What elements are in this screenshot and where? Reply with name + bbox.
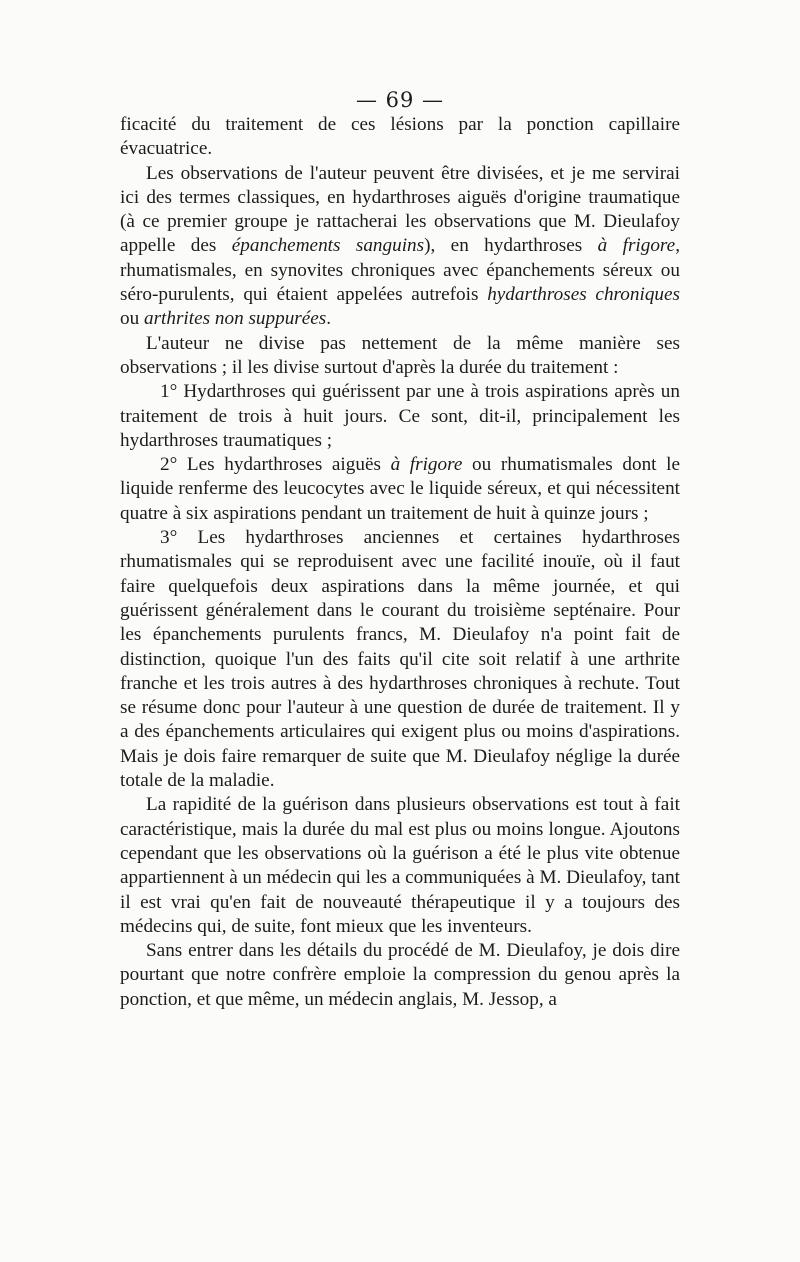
italic-text: arthrites non suppurées	[143, 308, 327, 330]
text-run: La rapidité de la guérison dans plusieurs observations est tout à fait caractéristique, mais la durée du mal est plus ou moins longue. Ajoutons cependant que les observations où la guérison a été le plus vite obtenue appartiennent à un médecin qui les a communiquées à M. Dieulafoy, tant il est vrai qu'en fait de nouveauté thérapeutique il y a toujours des médecins qui, de suite, font mieux que les inventeurs.	[120, 794, 680, 937]
paragraph	[120, 380, 680, 453]
paragraph	[120, 113, 680, 162]
text-run: ficacité du traitement de ces lésions par la ponction capillaire évacuatrice.	[120, 114, 680, 160]
text-run: ), en hydarthroses	[424, 235, 598, 257]
italic-text: à frigore	[597, 235, 676, 257]
text-run: 2° Les hydarthroses aiguës	[160, 454, 391, 476]
italic-text: à frigore	[390, 454, 463, 476]
text-run: Sans entrer dans les détails du procédé de M. Dieulafoy, je dois dire pourtant que notre confrère emploie la compression du genou après la ponction, et que même, un médecin anglais, M. Jessop, a	[120, 940, 680, 1010]
page-number: — 69 —	[355, 88, 445, 112]
text-run: 3° Les hydarthroses anciennes et certaines hydarthroses rhumatismales qui se reproduisent avec une facilité inouïe, où il faut faire quelquefois deux aspirations dans la même journée, et qui guérissent généralement dans le courant du troisième septénaire. Pour les épanchements purulents francs, M. Dieulafoy n'a point fait de distinction, quoique l'un des faits qu'il cite soit relatif à une arthrite franche et les trois autres à des hydarthroses chroniques à rechute. Tout se résume donc pour l'auteur à une question de durée de traitement. Il y a des épanchements articulaires qui exigent plus ou moins d'aspirations. Mais je dois faire remarquer de suite que M. Dieulafoy néglige la durée totale de la maladie.	[120, 527, 680, 792]
paragraph	[120, 939, 680, 1012]
italic-text: hydarthroses chroniques	[487, 284, 680, 306]
text-run: Les observations de l'auteur peuvent être divisées, et je me servirai ici des termes classiques, en hydarthroses aiguës d'origine traumatique (à ce premier groupe je rattacherai les observations que M. Dieulafoy appelle des	[120, 162, 680, 257]
paragraph	[120, 332, 680, 381]
text-run: ou rhumatismales dont le liquide renferme des leucocytes avec le liquide séreux, et qui nécessitent quatre à six aspirations pendant un traitement de huit à quinze jours ;	[120, 454, 680, 524]
text-run: 1° Hydarthroses qui guérissent par une à trois aspirations après un traitement de trois à huit jours. Ce sont, dit-il, principalement les hydarthroses traumatiques ;	[120, 381, 680, 451]
body-text	[120, 113, 680, 1012]
paragraph	[120, 526, 680, 793]
text-run: ou	[120, 308, 144, 330]
paragraph	[120, 162, 680, 332]
text-run: .	[326, 308, 332, 330]
paragraph	[120, 793, 680, 939]
italic-text: épanchements sanguins	[231, 235, 425, 257]
text-run: , rhumatismales, en synovites chroniques avec épanchements séreux ou séro-purulents, qui étaient appelées autrefois	[120, 235, 680, 306]
paragraph	[120, 453, 680, 526]
text-run: L'auteur ne divise pas nettement de la même manière ses observations ; il les divise surtout d'après la durée du traitement :	[120, 332, 680, 378]
